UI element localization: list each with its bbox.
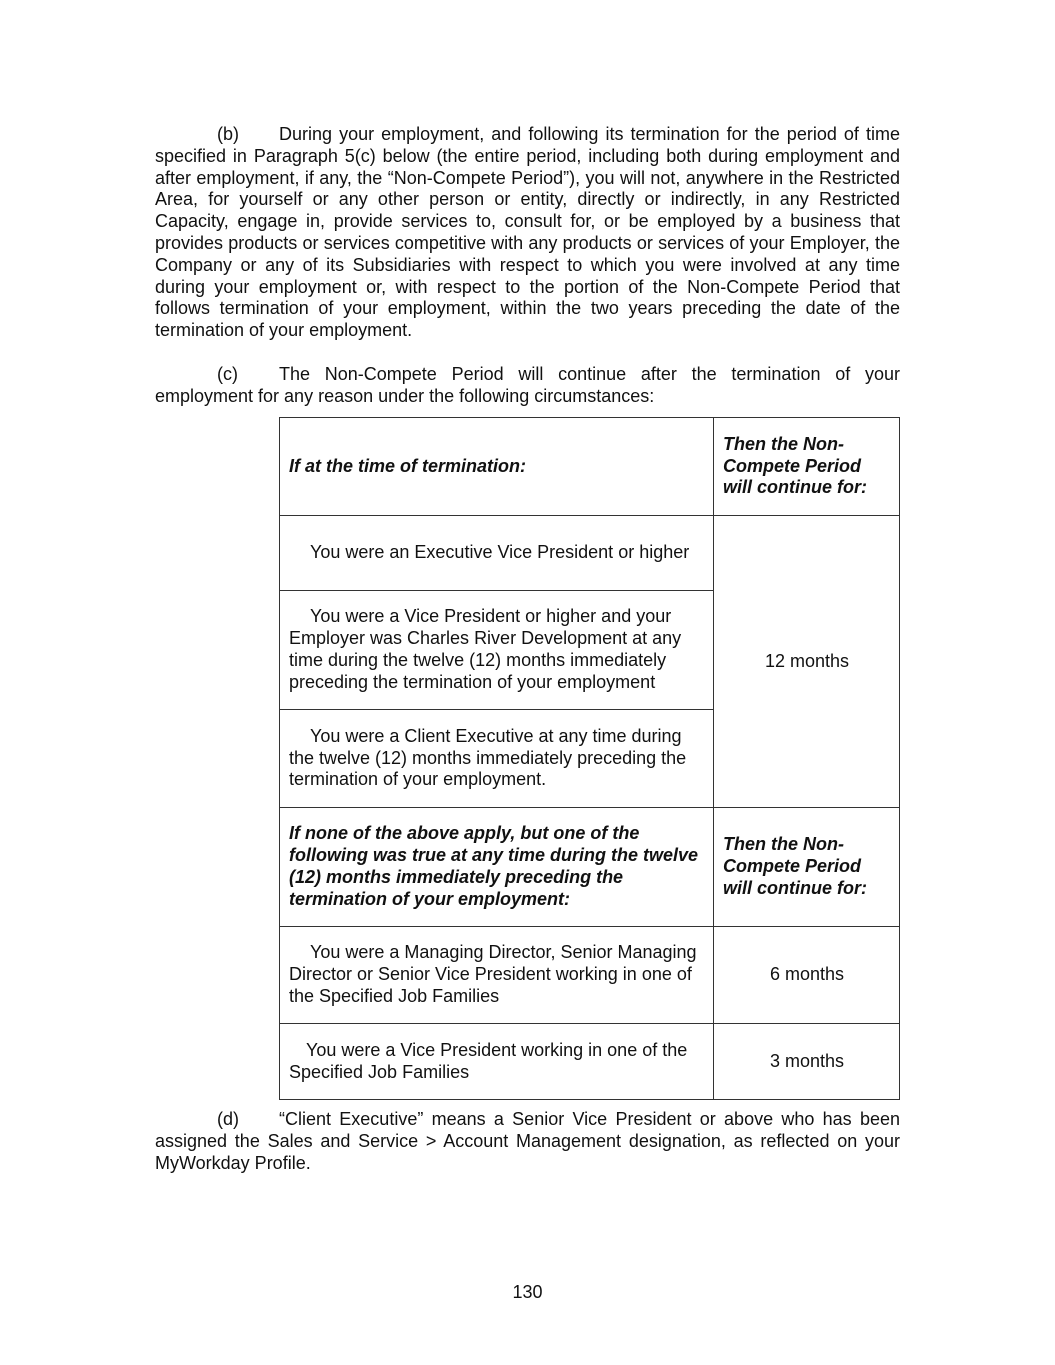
table-cell-12-months: 12 months — [714, 516, 900, 808]
paragraph-b-label: (b) — [217, 124, 239, 144]
table-cell-vp-crd-text: You were a Vice President or higher and your Employer was Charles River Development at any time during the twelve (12) months immediately preceding the termination of your employment — [289, 606, 682, 692]
table-cell-6-months: 6 months — [714, 927, 900, 1024]
table-cell-evp-text: You were an Executive Vice President or higher — [310, 542, 690, 563]
table-cell-vp-crd — [280, 591, 714, 710]
paragraph-c — [155, 364, 900, 408]
paragraph-d — [155, 1109, 900, 1174]
document-body — [155, 124, 900, 408]
table-cell-evp — [280, 516, 714, 591]
paragraph-d-label: (d) — [217, 1109, 239, 1129]
table-subheader-row — [280, 808, 900, 927]
table-cell-3-months: 3 months — [714, 1024, 900, 1100]
table-header-left: If at the time of termination: — [280, 418, 714, 516]
table-header-right: Then the Non-Compete Period will continue for: — [714, 418, 900, 516]
table-cell-md-text: You were a Managing Director, Senior Managing Director or Senior Vice President working in one of the Specified Job Families — [289, 942, 697, 1006]
table-cell-client-exec-text: You were a Client Executive at any time during the twelve (12) months immediately preceding the termination of your employment. — [289, 725, 687, 790]
paragraph-c-text: The Non-Compete Period will continue after the termination of your employment for any reason under the following circumstances: — [155, 363, 900, 406]
paragraph-d-text: “Client Executive” means a Senior Vice President or above who has been assigned the Sales and Service > Account Management designation, as reflected on your MyWorkday Profile. — [155, 1109, 900, 1173]
paragraph-b-text: During your employment, and following its termination for the period of time specified in Paragraph 5(c) below (the entire period, including both during employment and after employment, if any, the “Non-Compete Period”), you will not, anywhere in the Restricted Area, for yourself or any other person or entity, directly or indirectly, in any Restricted Capacity, engage in, provide services to, consult for, or be employed by a business that provides products or services competitive with any products or services of your Employer, the Company or any of its Subsidiaries with respect to which you were involved at any time during your employment or, with respect to the portion of the Non-Compete Period that follows termination of your employment, within the two years preceding the date of the termination of your employment. — [155, 124, 900, 341]
table-header-row — [280, 418, 900, 516]
page-number: 130 — [512, 1282, 543, 1302]
paragraph-b — [155, 124, 900, 342]
table-row — [280, 516, 900, 591]
table-row — [280, 927, 900, 1024]
table-row — [280, 1024, 900, 1100]
table-subheader-left: If none of the above apply, but one of the following was true at any time during the twelve (12) months immediately preceding the termination of your employment: — [280, 808, 714, 927]
non-compete-table — [279, 417, 900, 1100]
table-cell-md — [280, 927, 714, 1024]
table-cell-client-exec — [280, 710, 714, 808]
table-cell-vp-text: You were a Vice President working in one of the Specified Job Families — [289, 1039, 688, 1082]
table-subheader-right: Then the Non-Compete Period will continue for: — [714, 808, 900, 927]
table-cell-vp — [280, 1024, 714, 1100]
paragraph-c-label: (c) — [217, 363, 238, 384]
